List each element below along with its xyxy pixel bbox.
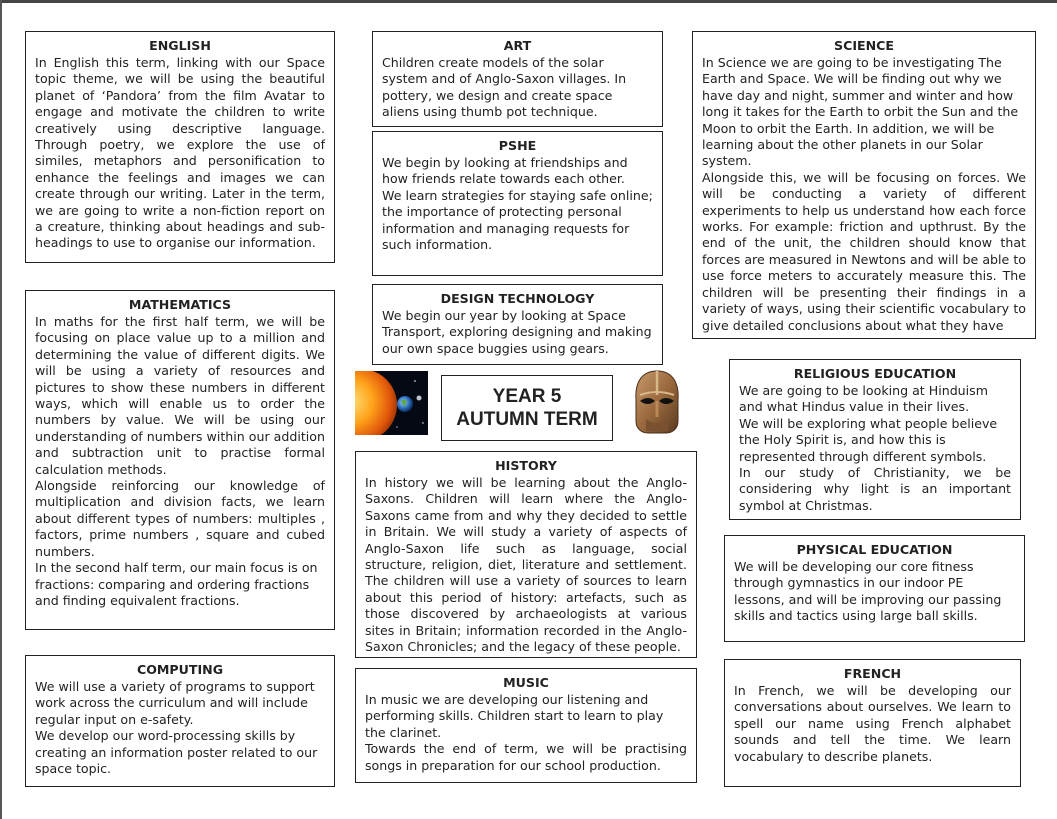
left-edge-bar (0, 0, 2, 819)
pshe-text-2: We learn strategies for staying safe online; the importance of protecting personal information and managing requests for such information. (382, 187, 653, 253)
music-text-2: Towards the end of term, we will be practising songs in preparation for our school production. (365, 741, 687, 773)
mathematics-text-1: In maths for the first half term, we will be focusing on place value up to a million and determining the value of different digits. We will be using a variety of resources and pictures to show these numbers in different ways, which will enable us to order the numbers by value. We will be using our understanding of numbers within our addition and subtraction unit to practise formal calculation methods. (35, 314, 325, 477)
science-heading: SCIENCE (834, 38, 894, 53)
computing-heading: COMPUTING (136, 662, 224, 677)
title-term: AUTUMN TERM (456, 409, 598, 430)
computing-text-2: We develop our word-processing skills by creating an information poster related to our space topic. (35, 728, 318, 777)
history-text: In history we will be learning about the Anglo-Saxons. Children will learn where the Anglo-Saxons came from and why they decided to settle in Britain. We will study a variety of aspects of Anglo-Saxon life such as language, social structure, religion, diet, literature and settlement. The children will use a variety of sources to learn about this period of history: artefacts, such as those discovered by archaeologists at various sites in Britain; information recorded in the Anglo-Saxon Chronicles; and the legacy of these people. (365, 475, 687, 655)
sun-earth-image (355, 371, 428, 435)
title-year: YEAR 5 (492, 386, 562, 407)
english-heading: ENGLISH (149, 38, 211, 53)
music-box (355, 668, 697, 783)
french-text: In French, we will be developing our conversations about ourselves. We learn to spell our name using French alphabet sounds and tell the time. We learn vocabulary to describe planets. (734, 683, 1011, 764)
religious-education-text-1: We are going to be looking at Hinduism and what Hindus value in their lives. (739, 383, 988, 415)
history-box (355, 451, 697, 658)
science-box (692, 31, 1036, 339)
computing-box (25, 655, 335, 787)
physical-education-box (724, 535, 1025, 642)
art-box (372, 31, 663, 127)
physical-education-text: We will be developing our core fitness through gymnastics in our indoor PE lessons, and will be improving our passing skills and tactics using large ball skills. (734, 559, 1002, 624)
mathematics-heading: MATHEMATICS (128, 297, 232, 312)
english-text: In English this term, linking with our Space topic theme, we will be using the beautiful planet of ‘Pandora’ from the film Avatar to engage and motivate the children to write creatively using descriptive language. Through poetry, we explore the use of similes, metaphors and personification to enhance the feelings and images we can create through our writing. Later in the term, we are going to write a non-fiction report on a creature, thinking about headings and sub-headings to use to organise our information. (35, 55, 325, 251)
pshe-text-1: We begin by looking at friendships and how friends relate towards each other. (382, 155, 628, 187)
mathematics-box (25, 290, 335, 630)
french-heading: FRENCH (843, 666, 902, 681)
art-heading: ART (503, 38, 532, 53)
anglo-saxon-helmet-image (632, 369, 682, 436)
computing-text-1: We will use a variety of programs to support work across the curriculum and will include regular input on e-safety. (35, 679, 315, 727)
religious-education-box (729, 359, 1021, 520)
design-technology-text: We begin our year by looking at Space Transport, exploring designing and making our own space buggies using gears. (382, 308, 652, 356)
art-text: Children create models of the solar system and of Anglo-Saxon villages. In pottery, we design and create space aliens using thumb pot technique. (382, 55, 627, 120)
history-heading: HISTORY (495, 458, 557, 473)
science-text-2: Alongside this, we will be focusing on forces. We will be conducting a variety of different experiments to help us understand how each force works. For example: friction and upthrust. By the end of the unit, the children should know that forces are measured in Newtons and will be able to use force meters to accurately measure this. The children will be presenting their findings in a variety of ways, using their scientific vocabulary to give detailed conclusions about what they have (702, 169, 1026, 333)
mathematics-text-3: In the second half term, our main focus is on fractions: comparing and ordering fractions and finding equivalent fractions. (35, 560, 318, 608)
music-text-1: In music we are developing our listening and performing skills. Children start to learn to play the clarinet. (365, 692, 664, 740)
english-box (25, 31, 335, 263)
music-heading: MUSIC (503, 675, 549, 690)
design-technology-heading: DESIGN TECHNOLOGY (440, 291, 595, 306)
pshe-heading: PSHE (498, 138, 537, 153)
religious-education-text-3: In our study of Christianity, we be considering why light is an important symbol at Christmas. (739, 465, 1011, 513)
top-edge-bar (0, 0, 1057, 3)
science-text-1: In Science we are going to be investigating The Earth and Space. We will be finding out why we have day and night, summer and winter and how long it takes for the Earth to orbit the Sun and the Moon to orbit the Earth. In addition, we will be learning about the other planets in our Solar system. (702, 55, 1019, 169)
title-box (441, 375, 613, 441)
mathematics-text-2: Alongside reinforcing our knowledge of multiplication and division facts, we learn about different types of numbers: multiples , factors, prime numbers , square and cubed numbers. (35, 478, 325, 559)
religious-education-heading: RELIGIOUS EDUCATION (793, 366, 957, 381)
physical-education-heading: PHYSICAL EDUCATION (796, 542, 953, 557)
pshe-box (372, 131, 663, 276)
french-box (724, 659, 1021, 787)
design-technology-box (372, 284, 663, 365)
religious-education-text-2: We will be exploring what people believe the Holy Spirit is, and how this is represented through different symbols. (739, 415, 998, 464)
